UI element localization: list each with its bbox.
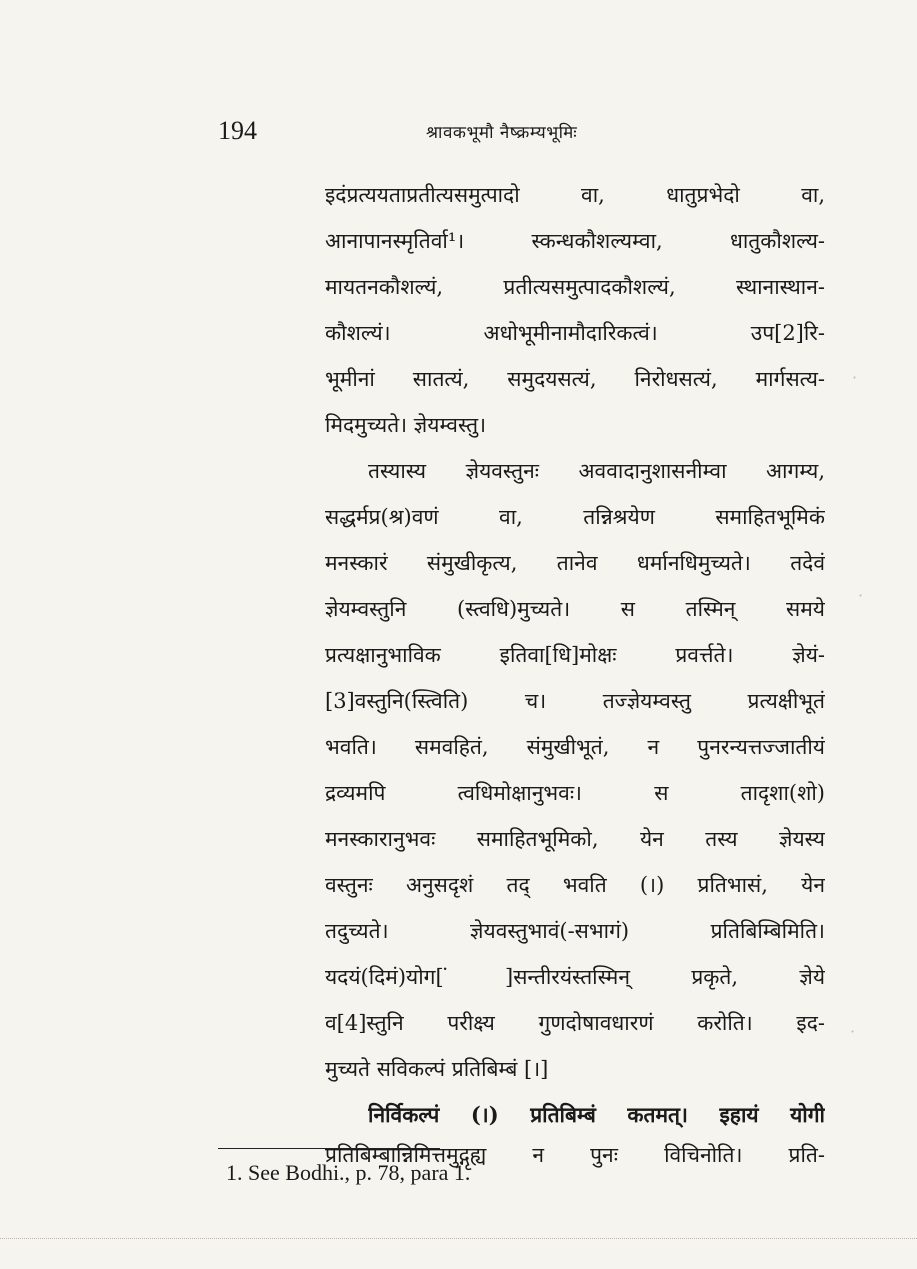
text-line: ज्ञेयम्वस्तुनि (स्त्वधि)मुच्यते। स तस्मिन् समये: [325, 597, 825, 621]
margin-speck: ·: [858, 586, 864, 605]
footnote: 1. See Bodhi., p. 78, para 1.: [226, 1160, 471, 1185]
text-line: व[4]स्तुनि परीक्ष्य गुणदोषावधारणं करोति। इद-: [325, 1011, 825, 1035]
scan-edge: [0, 1238, 917, 1249]
text-line: आनापानस्मृतिर्वा¹। स्कन्धकौशल्यम्वा, धातुकौशल्य-: [325, 229, 825, 253]
text-line: [3]वस्तुनि(स्त्विति) च। तज्ज्ञेयम्वस्तु प्रत्यक्षीभूतं: [325, 689, 825, 713]
text-line: मायतनकौशल्यं, प्रतीत्यसमुत्पादकौशल्यं, स्थानास्थान-: [325, 275, 825, 299]
page-header: [0, 116, 917, 156]
text-line: तदुच्यते। ज्ञेयवस्तुभावं(-सभागं) प्रतिबिम्बिमिति।: [325, 919, 825, 943]
footnote-divider: [218, 1148, 440, 1149]
text-line: यदयं(दिमं)योग[ ̇]सन्तीरयंस्तस्मिन् प्रकृते, ज्ञेये: [325, 965, 825, 989]
text-line: वस्तुनः अनुसदृशं तद् भवति (।) प्रतिभासं, येन: [325, 873, 825, 897]
running-head: श्रावकभूमौ नैष्क्रम्यभूमिः: [426, 123, 578, 143]
text-line: द्रव्यमपि त्वधिमोक्षानुभवः। स तादृशा(शो): [325, 781, 825, 805]
text-line: सद्धर्मप्र(श्र)वणं वा, तन्निश्रयेण समाहितभूमिकं: [325, 505, 825, 529]
text-line: मनस्कारानुभवः समाहितभूमिको, येन तस्य ज्ञेयस्य: [325, 827, 825, 851]
text-line: भवति। समवहितं, संमुखीभूतं, न पुनरन्यत्तज्जातीयं: [325, 735, 825, 759]
text-line: मिदमुच्यते। ज्ञेयम्वस्तु।: [325, 413, 487, 437]
text-line: कौशल्यं। अधोभूमीनामौदारिकत्वं। उप[2]रि-: [325, 321, 825, 345]
paragraph-first-line: निर्विकल्पं (।) प्रतिबिम्बं कतमत्। इहायं योगी: [368, 1102, 825, 1127]
margin-speck: ·: [850, 1022, 856, 1041]
text-line: प्रत्यक्षानुभाविक इतिवा[धि]मोक्षः प्रवर्त्तते। ज्ञेयं-: [325, 643, 825, 667]
paragraph-first-line: तस्यास्य ज्ञेयवस्तुनः अववादानुशासनीम्वा आगम्य,: [368, 459, 825, 483]
text-line: मनस्कारं संमुखीकृत्य, तानेव धर्मानधिमुच्यते। तदेवं: [325, 551, 825, 575]
text-line: इदंप्रत्ययताप्रतीत्यसमुत्पादो वा, धातुप्रभेदो वा,: [325, 183, 825, 207]
text-line: भूमीनां सातत्यं, समुदयसत्यं, निरोधसत्यं, मार्गसत्य-: [325, 367, 825, 391]
text-line: मुच्यते सविकल्पं प्रतिबिम्बं [।]: [325, 1057, 549, 1081]
page-number: 194: [218, 116, 257, 145]
text-line: प्रतिबिम्बान्निमित्तमुद्गृह्य न पुनः विचिनोति। प्रति-: [325, 1143, 825, 1167]
margin-speck: ·: [852, 368, 858, 387]
